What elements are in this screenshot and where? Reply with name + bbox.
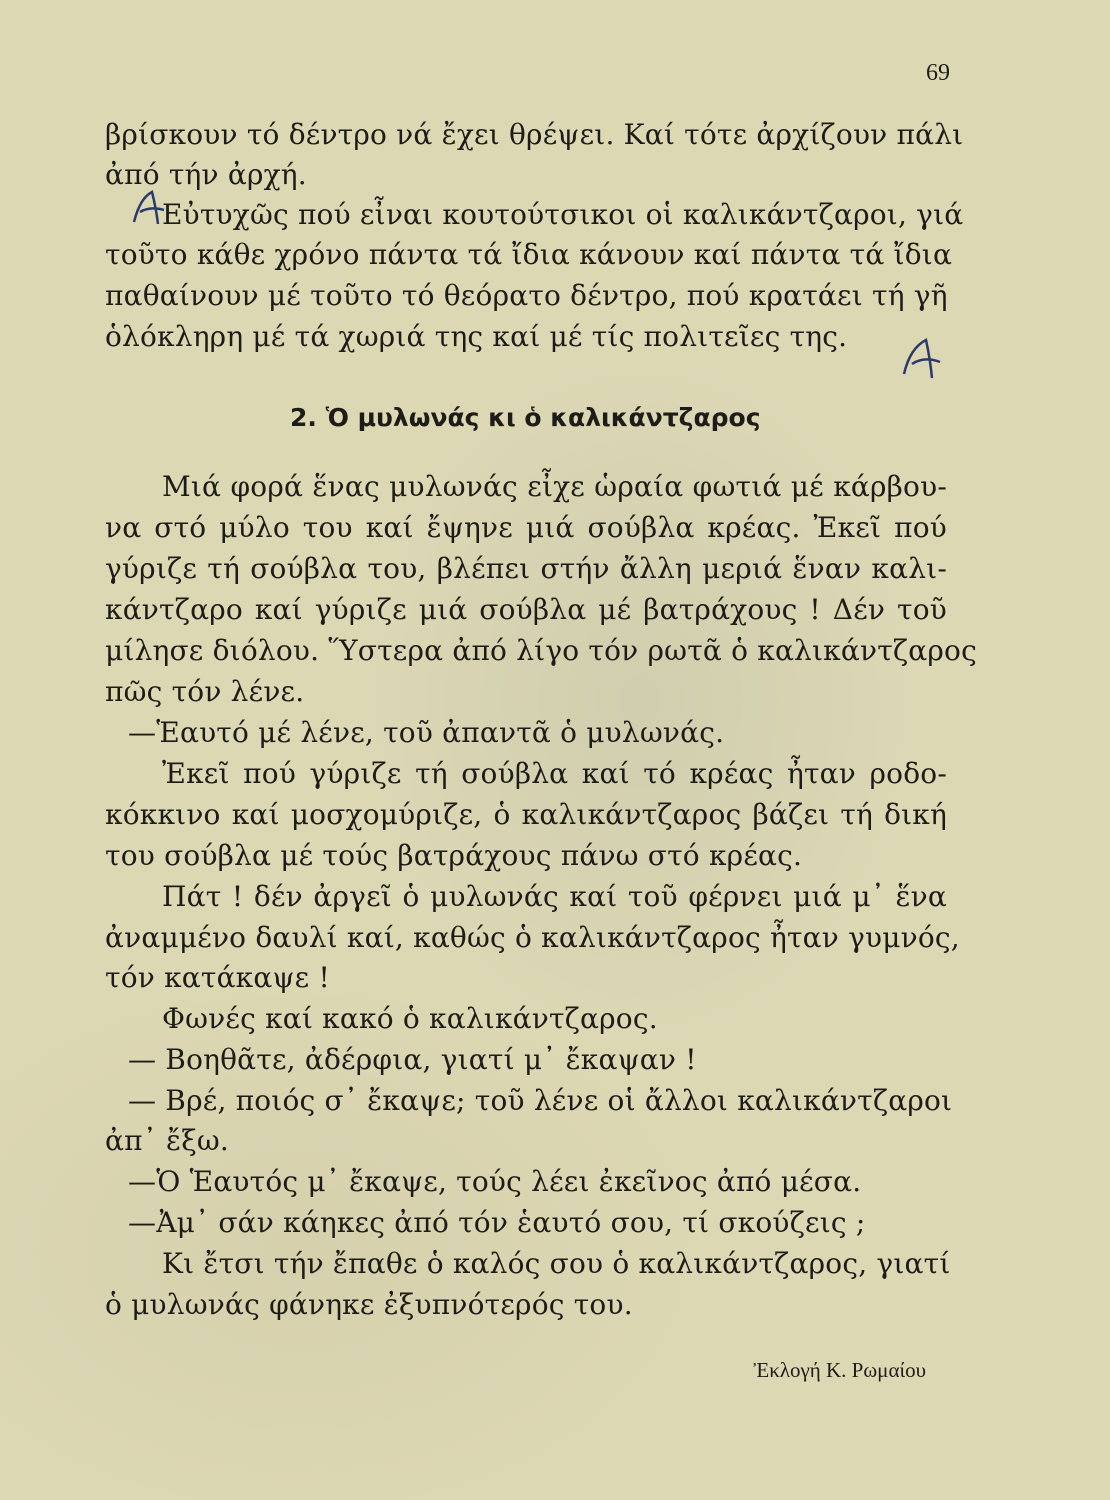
handwritten-mark bbox=[130, 188, 170, 228]
text-line: γύριζε τή σούβλα του, βλέπει στήν ἄλλη μεριά ἕναν καλι- bbox=[105, 552, 947, 585]
text-line: — Βρέ, ποιός σ᾽ ἔκαψε; τοῦ λένε οἱ ἄλλοι καλικάντζαροι bbox=[128, 1084, 953, 1117]
text-line: —Ὁ Ἑαυτός μ᾽ ἔκαψε, τούς λέει ἐκεῖνος ἀπό μέσα. bbox=[128, 1165, 862, 1198]
section-title: 2. Ὁ μυλωνάς κι ὁ καλικάντζαρος bbox=[290, 403, 761, 432]
text-line: κάντζαρο καί γύριζε μιά σούβλα μέ βατράχους ! Δέν τοῦ bbox=[105, 593, 947, 626]
text-line: βρίσκουν τό δέντρο νά ἔχει θρέψει. Καί τότε ἀρχίζουν πάλι bbox=[105, 118, 964, 151]
text-line: Μιά φορά ἕνας μυλωνάς εἶχε ὡραία φωτιά μέ κάρβου- bbox=[162, 470, 947, 503]
page-number: 69 bbox=[926, 60, 950, 86]
text-line: Πάτ ! δέν ἀργεῖ ὁ μυλωνάς καί τοῦ φέρνει μιά μ᾽ ἕνα bbox=[162, 880, 947, 913]
text-line: κόκκινο καί μοσχομύριζε, ὁ καλικάντζαρος βάζει τή δική bbox=[105, 798, 947, 831]
handwritten-mark bbox=[900, 336, 946, 382]
text-line: πῶς τόν λένε. bbox=[105, 675, 305, 708]
text-line: ἀναμμένο δαυλί καί, καθώς ὁ καλικάντζαρος ἦταν γυμνός, bbox=[105, 921, 960, 954]
text-line: Κι ἔτσι τήν ἔπαθε ὁ καλός σου ὁ καλικάντζαρος, γιατί bbox=[162, 1247, 951, 1280]
text-line: μίλησε διόλου. Ὕστερα ἀπό λίγο τόν ρωτᾶ ὁ καλικάντζαρος bbox=[105, 634, 977, 667]
text-line: να στό μύλο του καί ἔψηνε μιά σούβλα κρέας. Ἐκεῖ πού bbox=[105, 511, 947, 544]
text-line: —Ἑαυτό μέ λένε, τοῦ ἀπαντᾶ ὁ μυλωνάς. bbox=[128, 716, 725, 749]
text-line: ἀπ᾽ ἔξω. bbox=[105, 1124, 229, 1157]
text-line: ὁλόκληρη μέ τά χωριά της καί μέ τίς πολιτεῖες της. bbox=[105, 320, 848, 353]
text-line: τόν κατάκαψε ! bbox=[105, 961, 330, 994]
text-line: Ἐκεῖ πού γύριζε τή σούβλα καί τό κρέας ἦταν ροδο- bbox=[162, 757, 947, 790]
text-line: του σούβλα μέ τούς βατράχους πάνω στό κρέας. bbox=[105, 839, 803, 872]
text-line: —Ἀμ᾽ σάν κάηκες ἀπό τόν ἑαυτό σου, τί σκούζεις ; bbox=[128, 1206, 866, 1239]
text-line: τοῦτο κάθε χρόνο πάντα τά ἴδια κάνουν καί πάντα τά ἴδια bbox=[105, 238, 953, 271]
text-line: ἀπό τήν ἀρχή. bbox=[105, 158, 307, 191]
text-line: Φωνές καί κακό ὁ καλικάντζαρος. bbox=[162, 1002, 658, 1035]
attribution: Ἐκλογή Κ. Ρωμαίου bbox=[753, 1358, 926, 1382]
text-line: ὁ μυλωνάς φάνηκε ἐξυπνότερός του. bbox=[105, 1288, 633, 1321]
text-line: Εὐτυχῶς πού εἶναι κουτούτσικοι οἱ καλικάντζαροι, γιά bbox=[162, 198, 964, 231]
text-line: παθαίνουν μέ τοῦτο τό θεόρατο δέντρο, πού κρατάει τή γῆ bbox=[105, 279, 948, 312]
text-line: — Βοηθᾶτε, ἀδέρφια, γιατί μ᾽ ἔκαψαν ! bbox=[128, 1043, 697, 1076]
